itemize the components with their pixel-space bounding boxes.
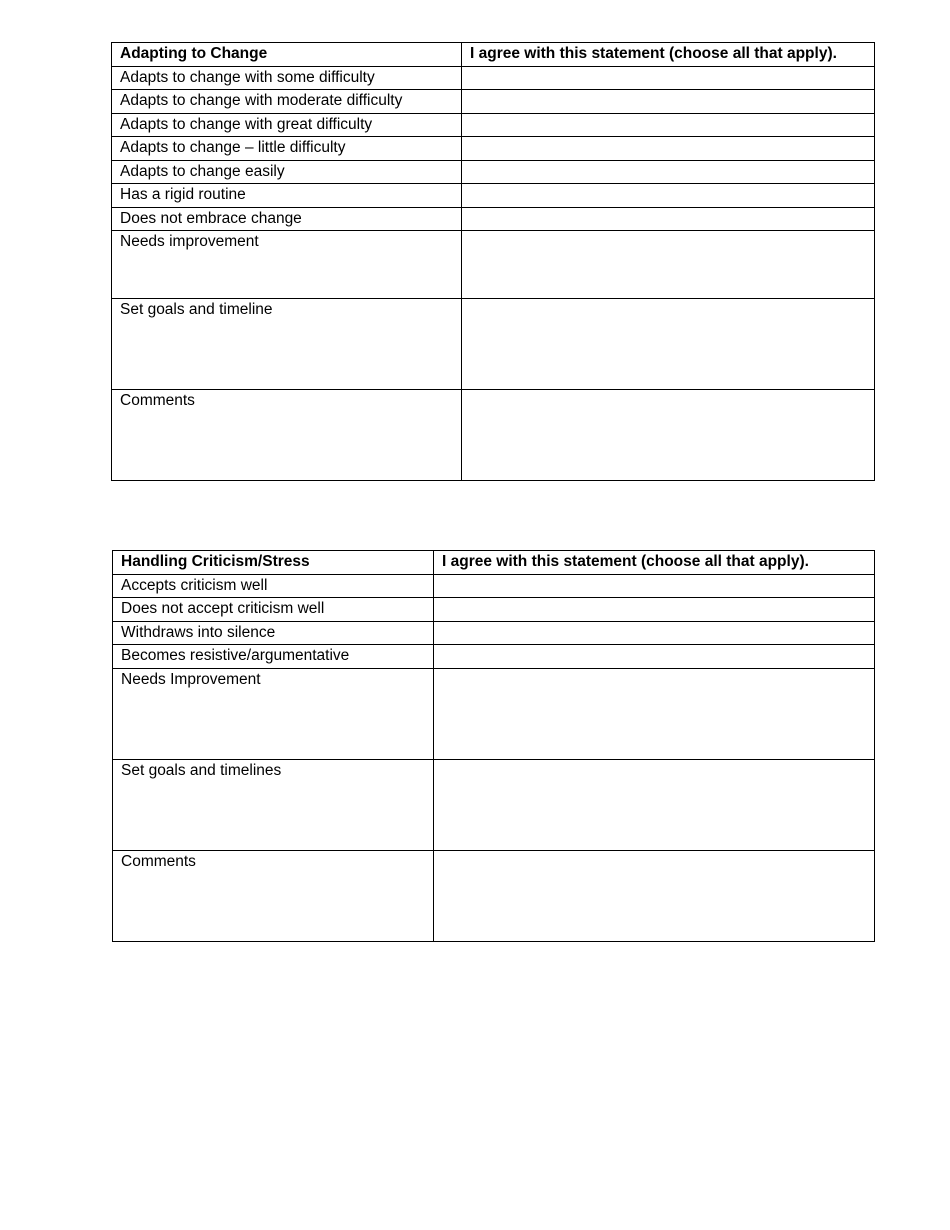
needs-improvement-row bbox=[112, 231, 875, 299]
statement-label: Accepts criticism well bbox=[113, 574, 434, 598]
table-row bbox=[112, 137, 875, 161]
goals-timelines-label: Set goals and timelines bbox=[113, 759, 434, 850]
comments-field[interactable] bbox=[434, 850, 875, 941]
needs-improvement-field[interactable] bbox=[434, 668, 875, 759]
table-row bbox=[113, 574, 875, 598]
response-cell[interactable] bbox=[434, 574, 875, 598]
response-cell[interactable] bbox=[462, 160, 875, 184]
response-cell[interactable] bbox=[462, 113, 875, 137]
table-row bbox=[113, 621, 875, 645]
table-header-row bbox=[113, 551, 875, 575]
response-cell[interactable] bbox=[462, 137, 875, 161]
handling-criticism-stress-table bbox=[112, 550, 875, 942]
statement-label: Becomes resistive/argumentative bbox=[113, 645, 434, 669]
response-cell[interactable] bbox=[434, 621, 875, 645]
needs-improvement-row bbox=[113, 668, 875, 759]
response-cell[interactable] bbox=[462, 66, 875, 90]
statement-label: Adapts to change with great difficulty bbox=[112, 113, 462, 137]
table-row bbox=[112, 113, 875, 137]
statement-label: Does not embrace change bbox=[112, 207, 462, 231]
statement-label: Has a rigid routine bbox=[112, 184, 462, 208]
comments-label: Comments bbox=[112, 390, 462, 481]
comments-row bbox=[113, 850, 875, 941]
table-row bbox=[112, 184, 875, 208]
table-row bbox=[112, 66, 875, 90]
goals-timeline-row bbox=[112, 299, 875, 390]
needs-improvement-label: Needs Improvement bbox=[113, 668, 434, 759]
goals-timelines-row bbox=[113, 759, 875, 850]
needs-improvement-field[interactable] bbox=[462, 231, 875, 299]
statement-label: Adapts to change easily bbox=[112, 160, 462, 184]
table-header-row bbox=[112, 43, 875, 67]
comments-row bbox=[112, 390, 875, 481]
comments-label: Comments bbox=[113, 850, 434, 941]
response-cell[interactable] bbox=[462, 207, 875, 231]
needs-improvement-label: Needs improvement bbox=[112, 231, 462, 299]
statement-label: Adapts to change with moderate difficulty bbox=[112, 90, 462, 114]
comments-field[interactable] bbox=[462, 390, 875, 481]
statement-label: Does not accept criticism well bbox=[113, 598, 434, 622]
table-row bbox=[112, 207, 875, 231]
response-header: I agree with this statement (choose all that apply). bbox=[462, 43, 875, 67]
category-header: Handling Criticism/Stress bbox=[113, 551, 434, 575]
response-header: I agree with this statement (choose all that apply). bbox=[434, 551, 875, 575]
goals-timeline-field[interactable] bbox=[462, 299, 875, 390]
statement-label: Adapts to change with some difficulty bbox=[112, 66, 462, 90]
goals-timelines-field[interactable] bbox=[434, 759, 875, 850]
category-header: Adapting to Change bbox=[112, 43, 462, 67]
table-row bbox=[113, 645, 875, 669]
adapting-to-change-table bbox=[111, 42, 875, 481]
goals-timeline-label: Set goals and timeline bbox=[112, 299, 462, 390]
response-cell[interactable] bbox=[462, 184, 875, 208]
statement-label: Withdraws into silence bbox=[113, 621, 434, 645]
response-cell[interactable] bbox=[434, 598, 875, 622]
response-cell[interactable] bbox=[462, 90, 875, 114]
response-cell[interactable] bbox=[434, 645, 875, 669]
statement-label: Adapts to change – little difficulty bbox=[112, 137, 462, 161]
table-row bbox=[112, 90, 875, 114]
table-row bbox=[112, 160, 875, 184]
table-row bbox=[113, 598, 875, 622]
